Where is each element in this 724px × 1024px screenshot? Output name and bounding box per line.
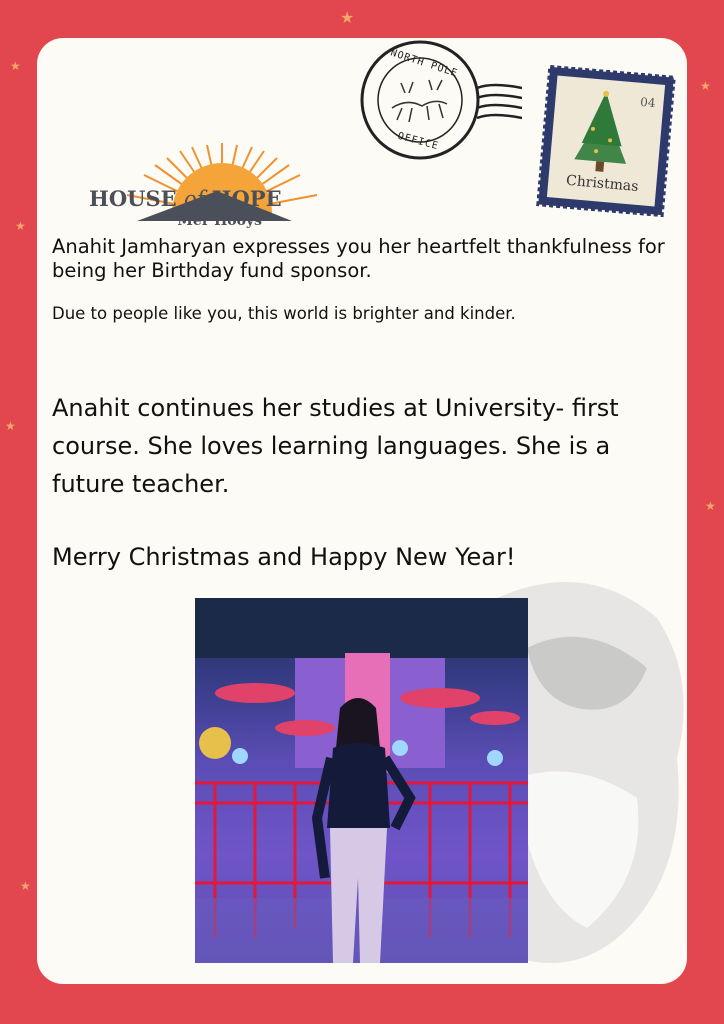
star-icon: ★	[20, 879, 31, 893]
holiday-greeting: Merry Christmas and Happy New Year!	[52, 543, 516, 571]
letter-card	[37, 38, 687, 984]
star-icon: ★	[5, 419, 16, 433]
kindness-message: Due to people like you, this world is brighter and kinder.	[52, 304, 516, 323]
postmark-bottom-text: OFFICE	[396, 130, 440, 153]
postmark-top-text: NORTH POLE	[389, 47, 460, 80]
studies-message: Anahit continues her studies at University- first course. She loves learning languages. She is a future teacher.	[52, 394, 619, 498]
logo-title: HOUSE of HOPE	[89, 186, 282, 211]
star-icon: ★	[340, 8, 355, 27]
star-icon: ★	[10, 59, 21, 73]
christmas-stamp	[536, 65, 676, 218]
star-icon: ★	[700, 79, 711, 93]
thank-you-message: Anahit Jamharyan expresses you her heartfelt thankfulness for being her Birthday fund sponsor.	[52, 235, 665, 282]
child-photo	[195, 598, 528, 963]
logo-subtitle: Mer Hooys	[177, 213, 262, 229]
stamp-number: 04	[639, 94, 657, 111]
stamp-label: Christmas	[565, 172, 640, 195]
photo-scene	[195, 598, 528, 963]
star-icon: ★	[705, 499, 716, 513]
star-icon: ★	[15, 219, 26, 233]
